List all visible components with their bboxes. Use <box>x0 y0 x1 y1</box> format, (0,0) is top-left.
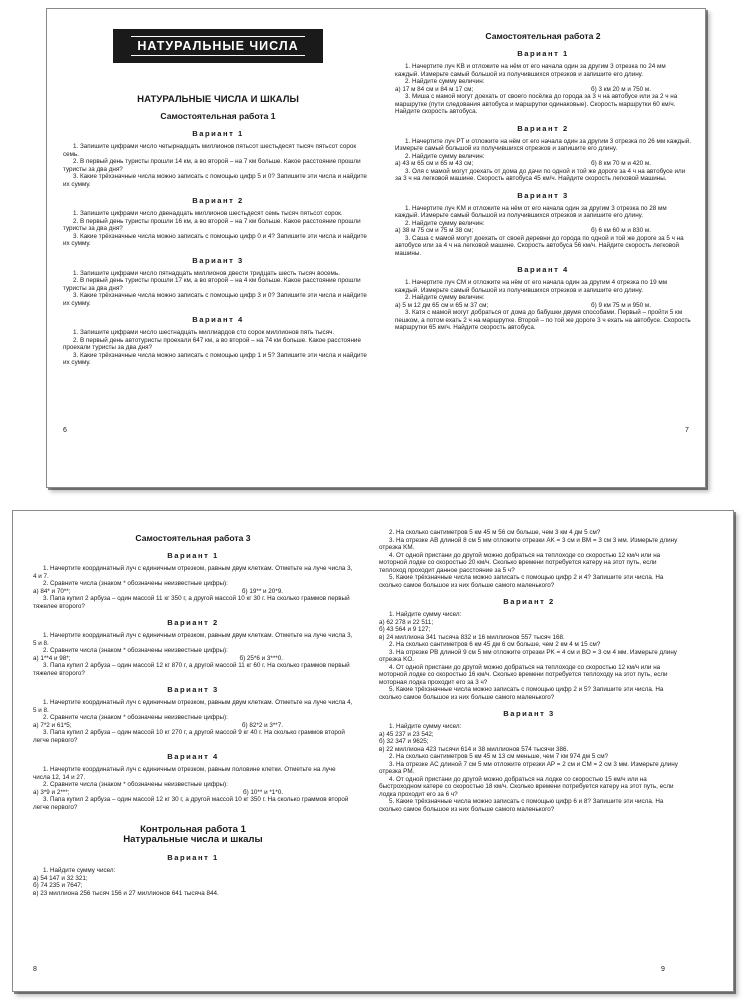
option-a: а) 17 м 84 см и 84 м 17 см; <box>395 85 474 93</box>
sum-item: а) 45 237 и 23 542; <box>379 730 434 738</box>
problem: 1. Запишите цифрами число двенадцать миллионов шестьдесят семь тысяч пятьсот сорок. <box>73 210 343 217</box>
problem: 3. Папа купил 2 арбуза – один массой 11 кг 350 г, а другой массой 10 кг 30 г. На сколько граммов первый тяжелее второго? <box>33 595 350 610</box>
sum-item: а) 54 147 и 32 321; <box>33 874 88 882</box>
problem: 5. Какие трёхзначные числа можно записать с помощью цифр 6 и 8? Запишите эти числа. На сколько самое большое из них больше самого маленького? <box>379 798 664 813</box>
variant-block <box>63 256 373 308</box>
page-8 <box>33 511 353 897</box>
variant-block <box>63 129 373 188</box>
spread-pages-6-7 <box>46 8 706 488</box>
sum-item: в) 23 миллиона 256 тысяч 156 и 27 миллионов 641 тысяча 844. <box>33 889 219 897</box>
sum-items <box>33 875 353 898</box>
variant-block <box>33 685 353 744</box>
problem: 1. Начертите координатный луч с единичным отрезком, равным двум клеткам. Отметьте на луче числа 3, 5 и 8. <box>33 632 353 647</box>
problem: 1. Запишите цифрами число шестнадцать миллиардов сто сорок миллионов пять тысяч. <box>73 329 335 336</box>
option-b: б) 8 км 70 м и 420 м. <box>591 160 651 167</box>
problem: 3. Какие трёхзначные числа можно записать с помощью цифр 5 и 0? Запишите эти числа и найдите их сумму. <box>63 173 367 188</box>
problem: 2. Сравните числа (знаком * обозначены неизвестные цифры): <box>43 714 228 721</box>
problem: 3. Катя с мамой могут добраться от дома до бабушки двумя способами. Первый – пройти 5 км пешком, а потом ехать 2 ч на маршрутке. Второй – по той же дороге 3 ч ехать на автобусе. Скорость маршрутки 65 км/ч. Найдите скорость автобуса. <box>395 309 691 331</box>
problem: 3. Папа купил 2 арбуза – один массой 12 кг 870 г, а другой массой 11 кг 60 г. На сколько граммов первый тяжелее второго? <box>33 662 350 677</box>
problem: 3. На отрезке AB длиной 8 см 5 мм отложите отрезки AK = 3 см и BM = 3 см 3 мм. Измерьте длину отрезка KM. <box>379 536 678 551</box>
variant-block <box>395 49 691 116</box>
problem: 2. Сравните числа (знаком * обозначены неизвестные цифры): <box>43 647 228 654</box>
problem: 3. Миша с мамой могут доехать от своего посёлка до города за 3 ч на автобусе или за 2 ч на маршрутке (пути следования автобуса и маршрутки одинаковые). Скорость маршрутки 60 км/ч. Найдите скорость автобуса. <box>395 93 678 115</box>
problem: 1. Начертите луч PT и отложите на нём от его начала один за другим 3 отрезка по 26 мм каждый. Измерьте самый большой из получившихся отрезков и запишите его длину. <box>395 137 692 152</box>
page-9 <box>379 511 679 813</box>
sum-items <box>379 619 679 642</box>
answer-row <box>33 588 353 596</box>
problem: 3. Папа купил 2 арбуза – один массой 12 кг 30 г, а другой массой 10 кг 350 г. На сколько граммов второй легче первого? <box>33 796 349 811</box>
problem: 2. Сравните числа (знаком * обозначены неизвестные цифры): <box>43 781 228 788</box>
problem: 2. Найдите сумму величин: <box>405 152 485 160</box>
option-b: б) 9 км 75 м и 950 м. <box>591 301 651 309</box>
answer-row <box>33 722 353 730</box>
variant-heading: Вариант 4 <box>167 752 219 761</box>
option-a: а) 7*2 и 61*5; <box>33 721 72 729</box>
page-number: 8 <box>33 966 37 973</box>
variant-block <box>395 191 691 258</box>
problem: 1. Начертите координатный луч с единичным отрезком, равным половине клетки. Отметьте на луче числа 12, 14 и 27. <box>33 766 336 781</box>
problem: 4. От одной пристани до другой можно добраться на теплоходе со скоростью 12 км/ч или на моторной лодке со скоростью 20 км/ч. Сколько времени потребуется катеру на этот путь, если теплоход проходит данное расстояние за 5 ч? <box>379 551 661 574</box>
problem: 5. Какие трёхзначные числа можно записать с помощью цифр 2 и 4? Запишите эти числа. На сколько самое большое из них больше самого маленького? <box>379 574 664 589</box>
sum-item: б) 43 564 и 9 127; <box>379 626 431 633</box>
problem: 2. На сколько сантиметров 6 км 45 дм 6 см больше, чем 2 км 4 м 15 см? <box>389 641 601 648</box>
variant-heading: Вариант 2 <box>167 618 219 627</box>
page-7 <box>395 9 691 332</box>
option-b: б) 6 км 60 м и 830 м. <box>591 227 651 234</box>
variant-block <box>33 752 353 811</box>
problem: 3. Какие трёхзначные числа можно записать с помощью цифр 1 и 5? Запишите эти числа и найдите их сумму. <box>63 351 367 366</box>
sum-item: в) 24 миллиона 341 тысяча 832 и 16 миллионов 557 тысяч 168. <box>379 633 565 641</box>
variant-heading: Вариант 1 <box>192 129 244 138</box>
problem: 5. Какие трёхзначные числа можно записать с помощью цифр 2 и 5? Запишите эти числа. На сколько самое большое из них больше самого маленького? <box>379 686 664 701</box>
variant-block <box>63 196 373 248</box>
problem: 1. Найдите сумму чисел: <box>389 611 462 618</box>
sum-item: б) 74 235 и 7647; <box>33 882 83 889</box>
work-title: Самостоятельная работа 2 <box>485 31 601 41</box>
answer-row <box>33 789 353 797</box>
variant-heading: Вариант 1 <box>167 853 219 862</box>
variant-block <box>395 265 691 332</box>
answer-row <box>395 302 691 310</box>
problem: 2. Найдите сумму величин: <box>405 294 485 301</box>
chapter-title: НАТУРАЛЬНЫЕ ЧИСЛА <box>131 36 304 56</box>
option-a: а) 43 м 65 см и 65 м 43 см; <box>395 160 474 167</box>
problem: 1. Начертите координатный луч с единичным отрезком, равным двум клеткам. Отметьте на луче числа 4, 5 и 8. <box>33 699 353 714</box>
spread-pages-8-9 <box>12 510 734 992</box>
option-a: а) 5 м 12 дм 65 см и 65 м 37 см; <box>395 301 489 309</box>
work-title: Самостоятельная работа 3 <box>135 533 251 543</box>
problem: 2. В первый день туристы прошли 17 км, а во второй – на 4 км больше. Какое расстояние прошли туристы за два дня? <box>63 277 361 292</box>
problem: 2. Найдите сумму величин: <box>405 78 485 85</box>
answer-row <box>395 227 691 235</box>
problem: 2. В первый день туристы прошли 14 км, а во второй – на 7 км больше. Какое расстояние прошли туристы за два дня? <box>63 158 361 173</box>
chapter-title-box <box>113 29 323 63</box>
page-number: 7 <box>685 427 689 434</box>
option-b: б) 82*2 и 3**7. <box>241 721 283 729</box>
problem: 1. Начертите луч CM и отложите на нём от его начала один за другим 4 отрезка по 19 мм каждый. Измерьте самый большой из получившихся отрезков и запишите его длину. <box>395 279 668 294</box>
problem: 2. Найдите сумму величин: <box>405 219 485 227</box>
problem: 1. Запишите цифрами число четырнадцать миллионов пятьсот шестьдесят тысяч пятьсот сорок семь. <box>63 143 357 158</box>
problem: 2. На сколько сантиметров 5 км 45 м 13 см меньше, чем 7 км 974 дм 5 см? <box>389 753 609 760</box>
problem: 4. От одной пристани до другой можно добраться на теплоходе со скоростью 12 км/ч или на моторной лодке со скоростью 16 км/ч. Сколько времени потребуется теплоходу на этот путь, если моторная лодка проходит его за 3 ч? <box>379 663 668 686</box>
sum-item: б) 32 347 и 9625; <box>379 738 429 745</box>
problem: 3. На отрезке AC длиной 7 см 5 мм отложите отрезки AP = 2 см и CM = 2 см 3 мм. Измерьте длину отрезка PM. <box>379 760 678 775</box>
problem: 3. Папа купил 2 арбуза – один массой 10 кг 270 г, а другой массой 9 кг 40 г. На сколько граммов второй легче первого? <box>33 729 345 744</box>
problem: 2. В первый день автотуристы проехали 647 км, а во второй – на 74 км больше. Какое расстояние проехали туристы за два дня? <box>63 336 361 351</box>
variant-heading: Вариант 3 <box>517 190 569 200</box>
variant-heading: Вариант 2 <box>503 597 555 606</box>
variant-block <box>379 597 679 701</box>
page-6 <box>63 9 373 367</box>
sum-items <box>379 731 679 754</box>
option-b: б) 3 км 20 м и 750 м. <box>591 85 651 93</box>
variant-block <box>33 618 353 677</box>
option-a: а) 3*9 и 2***; <box>33 788 70 796</box>
variant-block <box>63 315 373 367</box>
variant-heading: Вариант 2 <box>192 196 244 205</box>
option-a: а) 1**4 и 98*; <box>33 654 71 662</box>
variant-heading: Вариант 3 <box>192 255 244 265</box>
problem: 2. На сколько сантиметров 5 км 45 м 56 см больше, чем 3 км 4 дм 5 см? <box>389 529 601 536</box>
work-title: Самостоятельная работа 1 <box>160 111 276 121</box>
variant-heading: Вариант 3 <box>503 709 555 718</box>
control-work-subtitle: Натуральные числа и шкалы <box>123 834 263 845</box>
problem: 1. Начертите луч KM и отложите на нём от его начала один за другим 3 отрезка по 28 мм каждый. Измерьте самый большой из получившихся отрезков и запишите его длину. <box>395 204 667 219</box>
problem: 2. В первый день туристы прошли 16 км, а во второй – на 7 км больше. Какое расстояние прошли туристы за два дня? <box>63 217 361 232</box>
problem: 3. На отрезке PB длиной 9 см 5 мм отложите отрезки PK = 4 см и BO = 3 см 4 мм. Измерьте длину отрезка KO. <box>379 648 677 663</box>
option-b: б) 19** и 20*9. <box>241 587 283 595</box>
sum-item: а) 62 278 и 22 511; <box>379 618 434 626</box>
page-number: 9 <box>661 966 665 973</box>
problem: 3. Какие трёхзначные числа можно записать с помощью цифр 3 и 0? Запишите эти числа и найдите их сумму. <box>63 292 367 307</box>
page-number: 6 <box>63 427 67 434</box>
variant-heading: Вариант 4 <box>192 315 244 324</box>
option-a: а) 38 м 75 см и 75 м 38 см; <box>395 227 474 234</box>
problem: 1. Найдите сумму чисел: <box>43 867 116 874</box>
section-title: НАТУРАЛЬНЫЕ ЧИСЛА И ШКАЛЫ <box>137 94 299 105</box>
problem: 1. Начертите координатный луч с единичным отрезком, равным двум клеткам. Отметьте на луче числа 3, 4 и 7. <box>33 565 353 580</box>
problem: 1. Начертите луч KB и отложите на нём от его начала один за другим 3 отрезка по 24 мм каждый. Измерьте самый большой из получившихся отрезков и запишите его длину. <box>395 63 666 78</box>
problem: 1. Запишите цифрами число пятнадцать миллионов двести тридцать шесть тысяч восемь. <box>73 269 340 277</box>
answer-row <box>33 655 353 663</box>
variant-heading: Вариант 1 <box>167 551 219 560</box>
option-b: б) 25*6 и 3***0. <box>239 654 283 662</box>
variant-heading: Вариант 2 <box>517 123 569 133</box>
problem: 1. Найдите сумму чисел: <box>389 723 462 730</box>
sum-item: в) 22 миллиона 423 тысячи 614 и 38 миллионов 574 тысячи 386. <box>379 745 569 753</box>
variant-heading: Вариант 1 <box>517 49 569 58</box>
variant-block <box>379 709 679 813</box>
problem: 4. От одной пристани до другой можно добраться на лодке со скоростью 15 км/ч или на быстроходном катере со скоростью 18 км/ч. Сколько времени потребуется катеру на этот путь, если лодка проходит его за 6 ч? <box>379 775 674 798</box>
variant-block <box>33 551 353 610</box>
control-work-title: Контрольная работа 1 <box>140 824 246 835</box>
problem: 3. Оля с мамой могут доехать от дома до дачи по одной и той же дороге за 4 ч на автобусе или за 3 ч на легковой машине. Скорость автобуса 45 км/ч. Найдите скорость легковой машины. <box>395 167 686 182</box>
problem: 3. Саша с мамой могут доехать от своей деревни до города по одной и той же дороге за 5 ч на автобусе или за 4 ч на легковой машине. Скорость автобуса 56 км/ч. Найдите скорость легковой машины. <box>395 234 684 257</box>
problem: 3. Какие трёхзначные числа можно записать с помощью цифр 0 и 4? Запишите эти числа и найдите их сумму. <box>63 232 367 247</box>
answer-row <box>395 86 691 94</box>
variant-heading: Вариант 4 <box>517 265 569 274</box>
variant-heading: Вариант 3 <box>167 685 219 694</box>
variant-block <box>395 124 691 183</box>
problem: 2. Сравните числа (знаком * обозначены неизвестные цифры): <box>43 580 228 587</box>
answer-row <box>395 160 691 168</box>
option-b: б) 10** и *1*0. <box>242 788 283 796</box>
option-a: а) 84* и 70**; <box>33 587 71 595</box>
